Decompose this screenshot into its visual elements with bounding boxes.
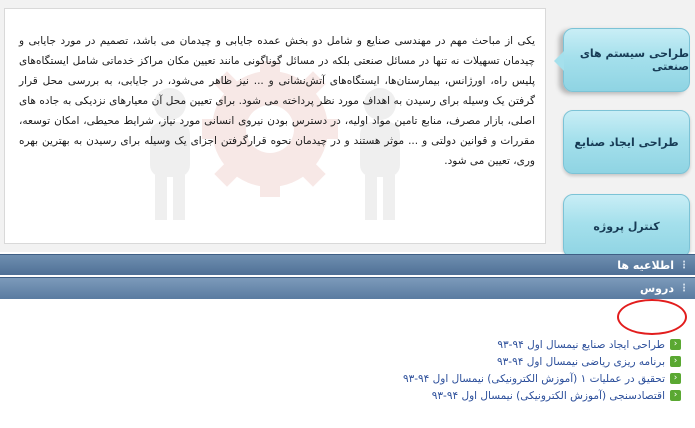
courses-highlight-circle bbox=[617, 299, 687, 335]
courses-header-label: دروس bbox=[640, 282, 674, 295]
courses-header-bar[interactable] bbox=[0, 277, 695, 299]
industrial-systems-design-button[interactable] bbox=[563, 28, 690, 92]
list-item bbox=[403, 336, 681, 353]
course-link[interactable]: اقتصادسنجی (آموزش الکترونیکی) نیمسال اول ۹۴-۹۳ bbox=[431, 389, 665, 402]
course-link[interactable]: تحقیق در عملیات ۱ (آموزش الکترونیکی) نیمسال اول ۹۴-۹۳ bbox=[402, 372, 665, 385]
news-header-bar[interactable] bbox=[0, 254, 695, 275]
active-pointer bbox=[554, 51, 564, 71]
project-control-label: کنترل پروژه bbox=[593, 219, 660, 233]
course-link[interactable]: برنامه ریزی ریاضی نیمسال اول ۹۴-۹۳ bbox=[497, 355, 665, 368]
list-item bbox=[403, 387, 681, 404]
list-item bbox=[403, 353, 681, 370]
industrial-systems-design-label: طراحی سیستم های صنعتی bbox=[579, 47, 689, 73]
industry-creation-design-label: طراحی ایجاد صنایع bbox=[574, 135, 679, 149]
list-item bbox=[403, 370, 681, 387]
arrow-bullet-icon: ‹ bbox=[670, 356, 681, 367]
arrow-bullet-icon: ‹ bbox=[670, 339, 681, 350]
content-box bbox=[4, 8, 546, 244]
project-control-button[interactable] bbox=[563, 194, 690, 258]
grip-dots-icon: ⋮ bbox=[679, 259, 689, 271]
course-list bbox=[403, 336, 681, 404]
arrow-bullet-icon: ‹ bbox=[670, 373, 681, 384]
news-header-label: اطلاعیه ها bbox=[617, 258, 674, 272]
course-link[interactable]: طراحی ایجاد صنایع نیمسال اول ۹۴-۹۳ bbox=[497, 338, 665, 351]
grip-dots-icon: ⋮ bbox=[679, 283, 689, 294]
description-paragraph: یکی از مباحث مهم در مهندسی صنایع و شامل دو بخش عمده جایابی و چیدمان می باشد، تصمیم در مورد جایابی و چیدمان تسهیلات نه تنها در مسائل صنعتی بلکه در مسائل گوناگونی مانند تعیین مکان مراکز خدماتی شامل ایستگاه‌های پلیس راه، اورژانس، بیمارستان‌ها، ایستگاه‌های آتش‌نشانی و ... نیز ظاهر می‌شود، در جایابی، به بررسی محل قرار گرفتن یک وسیله برای رسیدن به اهداف مورد نظر پرداخته می شود. برای تعیین محل آن معیارهای نزدیکی به جاده های اصلی، بازار مصرف، منابع تامین مواد اولیه، در دسترس بودن نیروی انسانی مورد نیاز، شرایط محیطی، امکان توسعه، مقررات و قوانین دولتی و ... موثر هستند و در چیدمان نحوه قرارگرفتن اجزای یک وسیله برای رسیدن به بهترین بهره وری، تعیین می شود. bbox=[19, 35, 535, 167]
industry-creation-design-button[interactable] bbox=[563, 110, 690, 174]
arrow-bullet-icon: ‹ bbox=[670, 390, 681, 401]
